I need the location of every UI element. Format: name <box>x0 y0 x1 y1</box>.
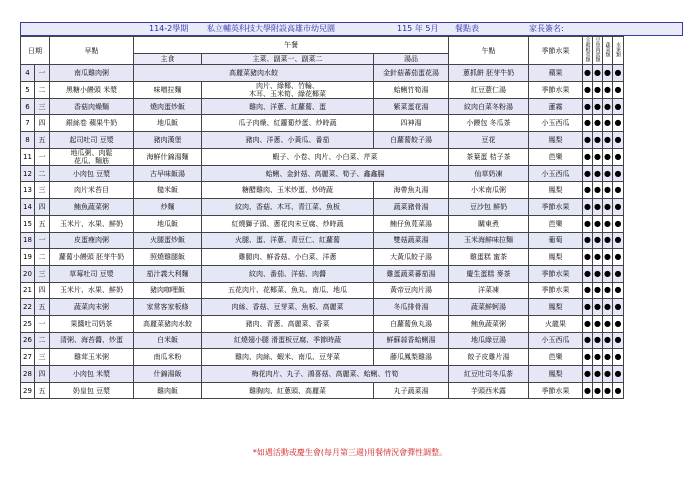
food-group-dot: ● <box>593 182 603 199</box>
weekday-cell: 二 <box>35 332 50 349</box>
mains-cell: 紋肉、番茄、洋菇、肉醬 <box>202 265 374 282</box>
food-group-dot: ● <box>593 115 603 132</box>
food-group-dot: ● <box>583 349 593 366</box>
afternoon-snack-cell: 地瓜綠豆湯 <box>449 332 529 349</box>
staple-cell: 燒肉蛋炒飯 <box>134 98 202 115</box>
food-group-dot: ● <box>613 65 624 82</box>
food-group-dot: ● <box>583 132 593 149</box>
morning-snack-cell: 蘿蔔小饅頭 胚芽牛奶 <box>50 249 134 266</box>
food-group-dot: ● <box>613 366 624 383</box>
staple-cell: 高麗菜豬肉水餃 <box>134 315 202 332</box>
date-cell: 6 <box>21 98 35 115</box>
weekday-cell: 二 <box>35 249 50 266</box>
table-row <box>21 81 684 98</box>
food-group-dot: ● <box>593 265 603 282</box>
food-group-dot: ● <box>583 165 593 182</box>
food-group-dot: ● <box>593 382 603 399</box>
semester: 114-2學期 <box>149 24 189 33</box>
afternoon-snack-cell: 餃子皮雞片湯 <box>449 349 529 366</box>
table-row <box>21 366 684 383</box>
food-group-dot: ● <box>593 148 603 165</box>
food-group-dot: ● <box>593 249 603 266</box>
table-row <box>21 199 684 216</box>
weekday-cell: 五 <box>35 299 50 316</box>
food-group-dot: ● <box>603 182 613 199</box>
morning-snack-cell: 奶皇包 豆漿 <box>50 382 134 399</box>
afternoon-snack-cell: 雞蛋糕 蜜茶 <box>449 249 529 266</box>
morning-snack-cell: 玉米片、水果、鮮奶 <box>50 282 134 299</box>
mains-cell: 雞胸肉、紅蔥頭、高麗菜 <box>202 382 374 399</box>
col-soup: 湯品 <box>374 53 449 64</box>
food-group-dot: ● <box>593 366 603 383</box>
weekday-cell: 四 <box>35 115 50 132</box>
morning-snack-cell: 黑糖小饅頭 米漿 <box>50 81 134 98</box>
food-group-dot: ● <box>593 349 603 366</box>
afternoon-snack-cell: 鮪魚蔬菜粥 <box>449 315 529 332</box>
weekday-cell: 三 <box>35 182 50 199</box>
date-cell: 13 <box>21 182 35 199</box>
weekday-cell: 三 <box>35 349 50 366</box>
date-cell: 29 <box>21 382 35 399</box>
fruit-cell: 火龍果 <box>529 315 583 332</box>
food-group-dot: ● <box>603 299 613 316</box>
fruit-cell: 芭樂 <box>529 349 583 366</box>
fruit-cell: 季節水果 <box>529 81 583 98</box>
staple-cell: 地瓜飯 <box>134 115 202 132</box>
food-group-dot: ● <box>613 115 624 132</box>
food-group-dot: ● <box>593 132 603 149</box>
afternoon-snack-cell: 蔬菜鮮蚵湯 <box>449 299 529 316</box>
food-group-dot: ● <box>593 282 603 299</box>
food-group-dot: ● <box>583 115 593 132</box>
soup-cell: 蛤蜊竹筍湯 <box>374 81 449 98</box>
date-cell: 25 <box>21 315 35 332</box>
morning-snack-cell: 鮪魚蔬菜粥 <box>50 199 134 216</box>
food-group-dot: ● <box>583 265 593 282</box>
morning-snack-cell: 皮蛋瘦肉粥 <box>50 232 134 249</box>
staple-cell: 什錦湯飯 <box>134 366 202 383</box>
morning-snack-cell: 雞茸玉米粥 <box>50 349 134 366</box>
fruit-cell: 芭樂 <box>529 148 583 165</box>
table-row <box>21 115 684 132</box>
morning-snack-cell: 香菇肉燥麵 <box>50 98 134 115</box>
food-group-dot: ● <box>613 265 624 282</box>
col-staple: 主食 <box>134 53 202 64</box>
afternoon-snack-cell: 小饅包 冬瓜茶 <box>449 115 529 132</box>
staple-cell: 地瓜飯 <box>134 215 202 232</box>
weekday-cell: 一 <box>35 232 50 249</box>
food-group-dot: ● <box>583 81 593 98</box>
col-lunch: 午餐 <box>134 37 449 54</box>
food-group-dot: ● <box>613 98 624 115</box>
staple-cell: 南瓜米粉 <box>134 349 202 366</box>
afternoon-snack-cell: 芋頭西米露 <box>449 382 529 399</box>
food-group-dot: ● <box>603 165 613 182</box>
table-row <box>21 132 684 149</box>
mains-cell: 火腿、蛋、洋蔥、青豆仁、紅蘿蔔 <box>202 232 374 249</box>
mains-cell: 雞肉、肉絲、蝦米、南瓜、豆芽菜 <box>202 349 374 366</box>
table-row <box>21 98 684 115</box>
date-cell: 20 <box>21 265 35 282</box>
fruit-cell: 葡萄 <box>529 232 583 249</box>
fruit-cell: 小玉西瓜 <box>529 115 583 132</box>
afternoon-snack-cell: 仙草奶凍 <box>449 165 529 182</box>
fruit-cell: 鳳梨 <box>529 182 583 199</box>
food-group-dot: ● <box>613 382 624 399</box>
food-group-dot: ● <box>583 382 593 399</box>
morning-snack-cell: 小肉包 豆漿 <box>50 165 134 182</box>
weekday-cell: 一 <box>35 148 50 165</box>
date-cell: 26 <box>21 332 35 349</box>
food-group-dot: ● <box>583 199 593 216</box>
fruit-cell: 蘋果 <box>529 65 583 82</box>
afternoon-snack-cell: 紋肉白菜冬粉湯 <box>449 98 529 115</box>
afternoon-snack-cell: 慶生蛋糕 麥茶 <box>449 265 529 282</box>
morning-snack-cell: 清粥、海苔醬、炒蛋 <box>50 332 134 349</box>
staple-cell: 家常客家板條 <box>134 299 202 316</box>
date-cell: 18 <box>21 232 35 249</box>
food-group-dot: ● <box>613 332 624 349</box>
soup-cell: 雙菇蔬菜湯 <box>374 232 449 249</box>
morning-snack-cell: 蔬菜肉末粥 <box>50 299 134 316</box>
food-group-dot: ● <box>583 315 593 332</box>
afternoon-snack-cell: 紅豆吐司冬瓜茶 <box>449 366 529 383</box>
food-group-dot: ● <box>603 249 613 266</box>
weekday-cell: 五 <box>35 215 50 232</box>
food-group-dot: ● <box>613 315 624 332</box>
food-group-dot: ● <box>603 148 613 165</box>
food-group-dot: ● <box>593 332 603 349</box>
afternoon-snack-cell: 玉米海鮮味拉麵 <box>449 232 529 249</box>
staple-cell: 炒麵 <box>134 199 202 216</box>
food-group-dot: ● <box>603 232 613 249</box>
food-group-dot: ● <box>583 215 593 232</box>
table-row <box>21 215 684 232</box>
date-cell: 11 <box>21 148 35 165</box>
staple-cell: 豬肉咖哩飯 <box>134 282 202 299</box>
date-cell: 21 <box>21 282 35 299</box>
morning-snack-cell: 南瓜雞肉粥 <box>50 65 134 82</box>
food-group-dot: ● <box>613 182 624 199</box>
soup-cell: 丸子蔬菜湯 <box>374 382 449 399</box>
morning-snack-cell: 肉片米苔目 <box>50 182 134 199</box>
soup-cell: 大黃瓜餃子湯 <box>374 249 449 266</box>
afternoon-snack-cell: 豆花 <box>449 132 529 149</box>
food-group-dot: ● <box>603 215 613 232</box>
mains-cell: 紋肉、香菇、木耳、青江菜、魚板 <box>202 199 374 216</box>
mains-cell: 蝦子、小卷、肉片、小白菜、芹菜 <box>202 148 449 165</box>
food-group-dot: ● <box>593 299 603 316</box>
food-group-dot: ● <box>603 349 613 366</box>
food-group-dot: ● <box>613 81 624 98</box>
table-row <box>21 165 684 182</box>
morning-snack-cell: 草莓吐司 豆漿 <box>50 265 134 282</box>
food-group-dot: ● <box>603 199 613 216</box>
morning-snack-cell: 起司吐司 豆漿 <box>50 132 134 149</box>
fruit-cell: 鳳梨 <box>529 249 583 266</box>
soup-cell: 鮪仔魚莧菜湯 <box>374 215 449 232</box>
soup-cell: 冬瓜排骨湯 <box>374 299 449 316</box>
soup-cell: 白蘿蔔魚丸湯 <box>374 315 449 332</box>
afternoon-snack-cell: 關東煮 <box>449 215 529 232</box>
date-cell: 8 <box>21 132 35 149</box>
food-group-dot: ● <box>593 165 603 182</box>
staple-cell: 海鮮什錦湯麵 <box>134 148 202 165</box>
food-group-dot: ● <box>603 382 613 399</box>
weekday-cell: 四 <box>35 282 50 299</box>
date-cell: 27 <box>21 349 35 366</box>
staple-cell: 古早味飯湯 <box>134 165 202 182</box>
date-cell: 28 <box>21 366 35 383</box>
mains-cell: 雞腿肉、鮮香菇、小白菜、洋蔥 <box>202 249 374 266</box>
date-cell: 15 <box>21 215 35 232</box>
food-group-dot: ● <box>593 232 603 249</box>
table-row <box>21 148 684 165</box>
food-group-dot: ● <box>613 349 624 366</box>
fruit-cell: 鳳梨 <box>529 299 583 316</box>
mains-cell: 紅燒獅子頭、蔥花肉末豆腐、炒時蔬 <box>202 215 374 232</box>
afternoon-snack-cell: 茶葉蛋 桔子茶 <box>449 148 529 165</box>
morning-snack-cell: 小肉包 米漿 <box>50 366 134 383</box>
fruit-cell: 季節水果 <box>529 382 583 399</box>
staple-cell: 白米飯 <box>134 332 202 349</box>
menu-month: 115 年 5月 <box>397 24 439 33</box>
col-vegetables: 蔬菜類 <box>603 37 613 65</box>
title-bar <box>20 22 683 36</box>
col-grains: 全穀根莖類 <box>583 37 593 65</box>
menu-table <box>20 36 684 399</box>
food-group-dot: ● <box>603 65 613 82</box>
fruit-cell: 季節水果 <box>529 199 583 216</box>
soup-cell: 蔬菜豬骨湯 <box>374 199 449 216</box>
food-group-dot: ● <box>603 115 613 132</box>
food-group-dot: ● <box>603 282 613 299</box>
date-cell: 7 <box>21 115 35 132</box>
food-group-dot: ● <box>603 332 613 349</box>
food-group-dot: ● <box>603 366 613 383</box>
staple-cell: 糙米飯 <box>134 182 202 199</box>
staple-cell: 火腿蛋炒飯 <box>134 232 202 249</box>
food-group-dot: ● <box>583 249 593 266</box>
date-cell: 14 <box>21 199 35 216</box>
school-name: 私立輔英科技大學附設高雄市幼兒園 <box>207 24 335 33</box>
staple-cell: 茄汁義大利麵 <box>134 265 202 282</box>
weekday-cell: 一 <box>35 315 50 332</box>
morning-snack-cell: 地瓜粥、肉鬆 花瓜、麵筋 <box>50 148 134 165</box>
col-protein: 豆魚肉蛋類 <box>593 37 603 65</box>
date-cell: 5 <box>21 81 35 98</box>
staple-cell: 味噌拉麵 <box>134 81 202 98</box>
table-row <box>21 182 684 199</box>
footnote: *如遇活動或慶生會(每月第三週)用餐情況會彈性調整。 <box>252 448 448 457</box>
staple-cell: 雞肉飯 <box>134 382 202 399</box>
food-group-dot: ● <box>613 299 624 316</box>
food-group-dot: ● <box>583 182 593 199</box>
afternoon-snack-cell: 蔥抓餅 胚芽牛奶 <box>449 65 529 82</box>
date-cell: 12 <box>21 165 35 182</box>
col-date: 日期 <box>21 37 50 65</box>
fruit-cell: 芭樂 <box>529 215 583 232</box>
parent-signature-label: 家長簽名: <box>529 24 564 33</box>
soup-cell: 鮮蘇蒜香蛤蜊湯 <box>374 332 449 349</box>
col-seasonal-fruit: 季節水果 <box>529 37 583 65</box>
food-group-dot: ● <box>613 215 624 232</box>
weekday-cell: 一 <box>35 65 50 82</box>
staple-cell: 豬肉漢堡 <box>134 132 202 149</box>
weekday-cell: 二 <box>35 81 50 98</box>
food-group-dot: ● <box>593 199 603 216</box>
food-group-dot: ● <box>593 81 603 98</box>
food-group-dot: ● <box>613 132 624 149</box>
lunch-cell: 高麗菜豬肉水餃 <box>134 65 374 82</box>
col-fruits: 水果類 <box>613 37 624 65</box>
food-group-dot: ● <box>583 332 593 349</box>
food-group-dot: ● <box>593 65 603 82</box>
food-group-dot: ● <box>593 315 603 332</box>
table-row <box>21 249 684 266</box>
staple-cell: 照燒雞腿飯 <box>134 249 202 266</box>
food-group-dot: ● <box>593 98 603 115</box>
food-group-dot: ● <box>583 232 593 249</box>
food-group-dot: ● <box>583 299 593 316</box>
table-row <box>21 265 684 282</box>
soup-cell: 白蘿蔔餃子湯 <box>374 132 449 149</box>
date-cell: 22 <box>21 299 35 316</box>
date-cell: 19 <box>21 249 35 266</box>
mains-cell: 肉片、綠椰、竹輪、 木耳、玉米筍、綠花椰菜 <box>202 81 374 98</box>
col-morning-snack: 早點 <box>50 37 134 65</box>
weekday-cell: 五 <box>35 132 50 149</box>
food-group-dot: ● <box>583 148 593 165</box>
food-group-dot: ● <box>583 98 593 115</box>
mains-cell: 糖醋雞肉、玉米炒蛋、炒時蔬 <box>202 182 374 199</box>
soup-cell: 雞蛋蔬菜蕃茄湯 <box>374 265 449 282</box>
table-row <box>21 299 684 316</box>
soup-cell: 藤瓜鳳梨雞湯 <box>374 349 449 366</box>
afternoon-snack-cell: 洋菜凍 <box>449 282 529 299</box>
food-group-dot: ● <box>613 148 624 165</box>
fruit-cell: 季節水果 <box>529 265 583 282</box>
mains-cell: 肉絲、香菇、豆芽菜、魚板、高麗菜 <box>202 299 374 316</box>
weekday-cell: 四 <box>35 366 50 383</box>
weekday-cell: 五 <box>35 382 50 399</box>
food-group-dot: ● <box>583 282 593 299</box>
mains-cell: 紅燒翅小腿 滑蛋板豆腐、季節時蔬 <box>202 332 374 349</box>
food-group-dot: ● <box>613 165 624 182</box>
mains-cell: 雞肉、洋蔥、紅蘿蔔、蛋 <box>202 98 374 115</box>
soup-cell: 金針菇蕃茄蛋花湯 <box>374 65 449 82</box>
mains-cell: 瓜子肉燥、紅蘿蔔炒蛋、炒時蔬 <box>202 115 374 132</box>
food-group-dot: ● <box>613 282 624 299</box>
food-group-dot: ● <box>603 265 613 282</box>
food-group-dot: ● <box>603 315 613 332</box>
mains-cell: 梅花肉片、丸子、鴻喜菇、高麗菜、蛤蜊、竹筍 <box>202 366 449 383</box>
fruit-cell: 蓮霧 <box>529 98 583 115</box>
afternoon-snack-cell: 小米南瓜粥 <box>449 182 529 199</box>
weekday-cell: 三 <box>35 265 50 282</box>
morning-snack-cell: 銀絲卷 蘋果牛奶 <box>50 115 134 132</box>
table-row <box>21 232 684 249</box>
table-row <box>21 315 684 332</box>
afternoon-snack-cell: 豆沙包 鮮奶 <box>449 199 529 216</box>
fruit-cell: 小玉西瓜 <box>529 332 583 349</box>
morning-snack-cell: 果醬吐司奶茶 <box>50 315 134 332</box>
afternoon-snack-cell: 紅豆薏仁湯 <box>449 81 529 98</box>
date-cell: 4 <box>21 65 35 82</box>
mains-cell: 蛤蜊、金針菇、高麗菜、筍子、鑫鑫腸 <box>202 165 449 182</box>
food-group-dot: ● <box>603 98 613 115</box>
food-group-dot: ● <box>603 132 613 149</box>
fruit-cell: 小玉西瓜 <box>529 165 583 182</box>
table-row <box>21 65 684 82</box>
fruit-cell: 鳳梨 <box>529 366 583 383</box>
table-row <box>21 349 684 366</box>
food-group-dot: ● <box>583 65 593 82</box>
food-group-dot: ● <box>613 199 624 216</box>
weekday-cell: 二 <box>35 165 50 182</box>
soup-cell: 四神湯 <box>374 115 449 132</box>
food-group-dot: ● <box>583 366 593 383</box>
soup-cell: 海帶魚丸湯 <box>374 182 449 199</box>
table-row <box>21 282 684 299</box>
food-group-dot: ● <box>603 81 613 98</box>
soup-cell: 紫菜蛋花湯 <box>374 98 449 115</box>
mains-cell: 豬肉、青蔥、高麗菜、香菜 <box>202 315 374 332</box>
table-row <box>21 382 684 399</box>
soup-cell: 黃帝豆肉片湯 <box>374 282 449 299</box>
weekday-cell: 三 <box>35 98 50 115</box>
weekday-cell: 四 <box>35 199 50 216</box>
mains-cell: 五花肉片、花椰菜、魚丸、南瓜、地瓜 <box>202 282 374 299</box>
mains-cell: 豬肉、洋蔥、小黃瓜、番茄 <box>202 132 374 149</box>
food-group-dot: ● <box>613 249 624 266</box>
food-group-dot: ● <box>593 215 603 232</box>
col-afternoon-snack: 午點 <box>449 37 529 65</box>
food-group-dot: ● <box>613 232 624 249</box>
morning-snack-cell: 玉米片、水果、鮮奶 <box>50 215 134 232</box>
table-row <box>21 332 684 349</box>
fruit-cell: 鳳梨 <box>529 132 583 149</box>
fruit-cell: 季節水果 <box>529 282 583 299</box>
col-mains: 主菜、副菜一、副菜二 <box>202 53 374 64</box>
document-title: 餐點表 <box>455 24 479 33</box>
